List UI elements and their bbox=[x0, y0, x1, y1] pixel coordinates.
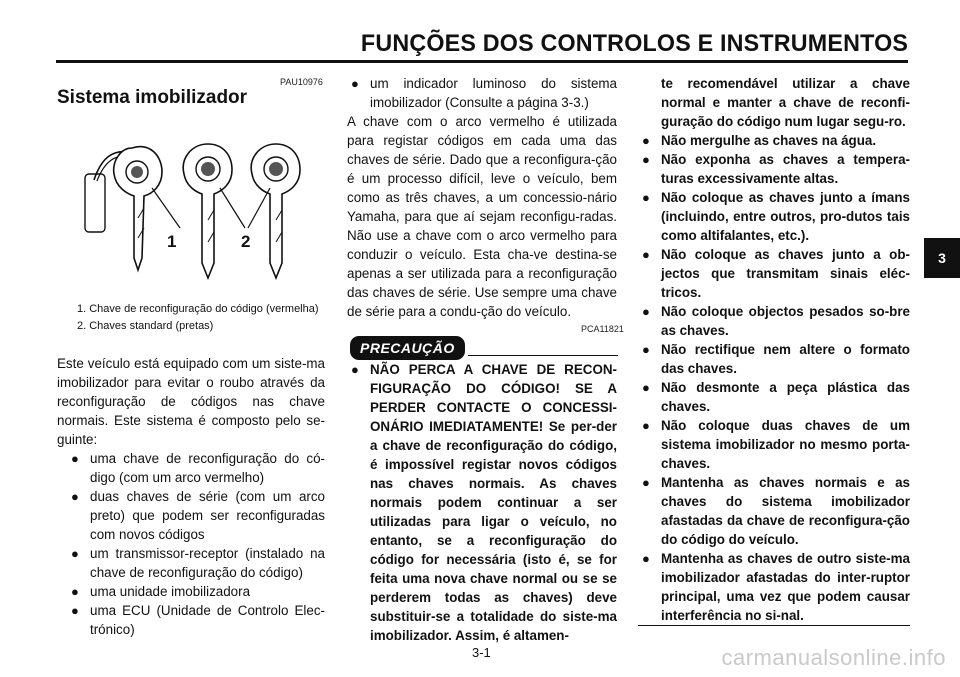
left-column-text bbox=[57, 354, 325, 639]
section-title: Sistema imobilizador bbox=[57, 87, 248, 108]
list-item: ● uma chave de reconfiguração do có-digo (com um arco vermelho) bbox=[67, 449, 325, 487]
page-header-title: FUNÇÕES DOS CONTROLOS E INSTRUMENTOS bbox=[360, 30, 908, 57]
keys-illustration bbox=[80, 128, 320, 293]
list-item: ● Não coloque duas chaves de um sistema imobilizador no mesmo porta-chaves. bbox=[638, 416, 910, 473]
figure-captions bbox=[77, 302, 332, 336]
caution-continuation: te recomendável utilizar a chave normal e manter a chave de reconfi-guração do código num lugar segu-ro. bbox=[661, 76, 910, 129]
list-item: ● Não coloque as chaves junto a ob-jectos que transmitam sinais eléc-tricos. bbox=[638, 245, 910, 302]
caution-badge: PRECAUÇÃO bbox=[350, 336, 465, 360]
precautions-list bbox=[638, 131, 910, 625]
list-item: ● uma ECU (Unidade de Controlo Elec-trónico) bbox=[67, 601, 325, 639]
list-item: ● Mantenha as chaves de outro siste-ma imobilizador afastadas do inter-ruptor principal, uma vez que podem causar interferência no si-nal. bbox=[638, 549, 910, 625]
watermark: carmanualsonline.info bbox=[721, 645, 946, 670]
reconfiguration-key-icon bbox=[114, 147, 162, 270]
caution-list bbox=[347, 360, 617, 645]
figure-label-2: 2 bbox=[241, 232, 251, 251]
reconfiguration-paragraph: A chave com o arco vermelho é utilizada para registar códigos em cada uma das chaves de série. Dado que a reconfigura-ção é um processo difícil, leve o veículo, bem como as três chaves, a um concessio-nário Yamaha, para que aí sejam reconfigu-radas. Não use a chave com o arco vermelho para conduzir o veículo. Esta cha-ve destina-se apenas a ser utilizada para a reconfiguração das chaves de série. Use sempre uma chave de série para a condu-ção do veículo. bbox=[347, 114, 617, 319]
caution-end-rule bbox=[638, 625, 910, 626]
header-rule bbox=[56, 60, 908, 63]
components-list-continued bbox=[347, 74, 617, 112]
standard-key-icon bbox=[251, 144, 300, 278]
page-number: 3-1 bbox=[472, 645, 491, 660]
list-item: ● duas chaves de série (com um arco preto) que podem ser reconfiguradas com novos códigos bbox=[67, 487, 325, 544]
components-list bbox=[67, 449, 325, 639]
intro-paragraph: Este veículo está equipado com um siste-ma imobilizador para evitar o roubo através da reconfiguração de códigos nas chave normais. Este sistema é composto pelo se-guinte: bbox=[57, 356, 325, 447]
list-item: ● um indicador luminoso do sistema imobilizador (Consulte a página 3-3.) bbox=[347, 74, 617, 112]
chapter-tab: 3 bbox=[924, 238, 960, 278]
caution-rule bbox=[468, 355, 618, 356]
caution-text: ● NÃO PERCA A CHAVE DE RECON-FIGURAÇÃO DO CÓDIGO! SE A PERDER CONTACTE O CONCESSI-ONÁRIO IMEDIATAMENTE! Se per-der a chave de reconfiguração do código, é impossível registar novos códigos nas chaves normais. As chaves normais podem continuar a ser utilizadas para ligar o veículo, no entanto, se a reconfiguração do código for necessária (isto é, se for feita uma nova chave normal ou se se perderem todas as chaves) deve substituir-se a totalidade do siste-ma imobilizador. Assim, é altamen- bbox=[347, 360, 617, 645]
middle-column-text bbox=[347, 74, 617, 321]
list-item: ● Não coloque objectos pesados so-bre as chaves. bbox=[638, 302, 910, 340]
caption-item: 2. Chaves standard (pretas) bbox=[77, 320, 214, 332]
caution-block bbox=[347, 360, 617, 645]
list-item: ● Mantenha as chaves normais e as chaves do sistema imobilizador afastadas da chave de reconfigura-ção do código do veículo. bbox=[638, 473, 910, 549]
caption-item: 1. Chave de reconfiguração do código (vermelha) bbox=[77, 303, 319, 315]
right-column-text bbox=[638, 74, 910, 625]
list-item: ● Não rectifique nem altere o formato das chaves. bbox=[638, 340, 910, 378]
figure-label-1: 1 bbox=[167, 232, 177, 251]
caution-code: PCA11821 bbox=[581, 324, 624, 334]
list-item: ● uma unidade imobilizadora bbox=[67, 582, 325, 601]
list-item: ● um transmissor-receptor (instalado na chave de reconfiguração do código) bbox=[67, 544, 325, 582]
list-item: ● Não desmonte a peça plástica das chaves. bbox=[638, 378, 910, 416]
list-item: ● Não exponha as chaves a tempera-turas excessivamente altas. bbox=[638, 150, 910, 188]
list-item: ● Não coloque as chaves junto a ímans (incluindo, entre outros, pro-dutos tais como altifalantes, etc.). bbox=[638, 188, 910, 245]
list-item: ● Não mergulhe as chaves na água. bbox=[638, 131, 910, 150]
section-code: PAU10976 bbox=[280, 77, 323, 87]
standard-key-icon bbox=[183, 144, 232, 278]
